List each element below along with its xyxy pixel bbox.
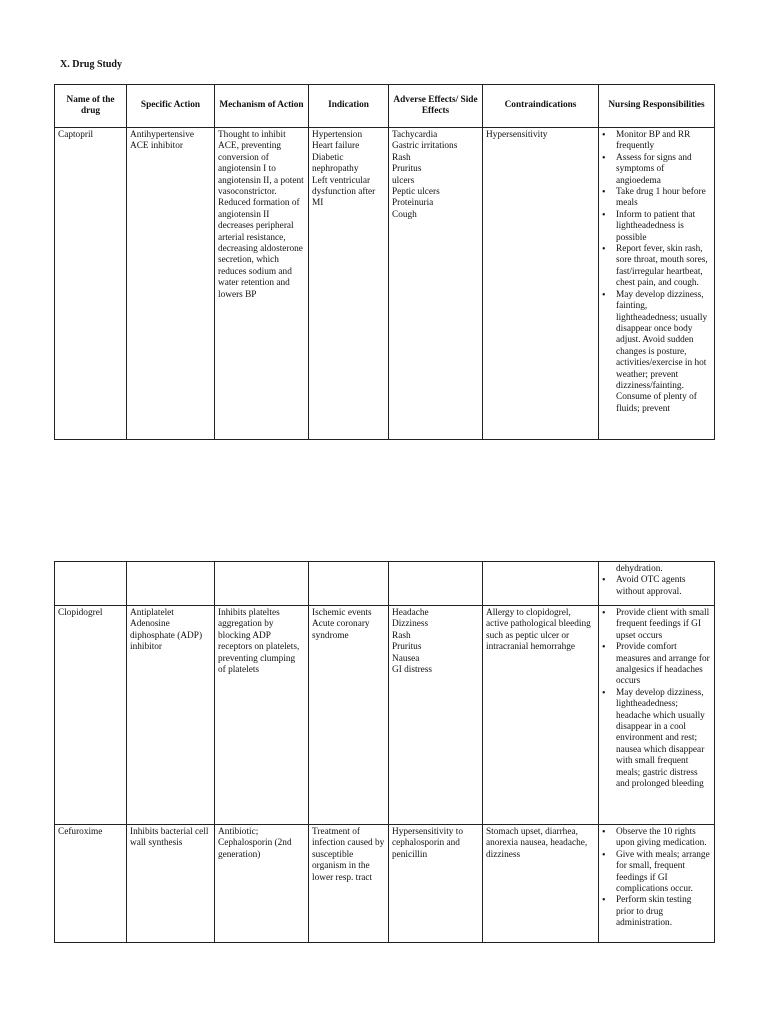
drug-name: Clopidogrel [55, 606, 127, 825]
indication-item: Heart failure [312, 141, 360, 152]
specific-action: Antiplatelet Adenosine diphosphate (ADP) inhibitor [127, 606, 215, 825]
nursing-responsibilities [599, 606, 715, 825]
nursing-list [602, 608, 711, 791]
nursing-item: • May develop dizziness, lightheadedness; headache which usually disappear in a cool environment and rest; nausea which disappear with small frequent meals; gastric distress and prolonged bleeding [602, 688, 711, 791]
nursing-responsibilities [599, 562, 715, 606]
table-row-captopril [55, 128, 715, 440]
mechanism: Inhibits plateltes aggregation by blocking ADP receptors on platelets, preventing clumping of platelets [215, 606, 309, 825]
indication [309, 606, 389, 825]
adverse-item: Headache [392, 608, 429, 618]
nursing-item: • Report fever, skin rash, sore throat, mouth sores, fast/irregular heartbeat, chest pain, and cough. [602, 244, 711, 290]
section-title: X. Drug Study [60, 59, 122, 70]
adverse-item: Proteinuria [392, 198, 434, 209]
empty-cell [55, 562, 127, 606]
adverse-item: Peptic ulcers [392, 187, 440, 198]
drug-name: Captopril [55, 128, 127, 440]
adverse-item: ulcers [392, 175, 415, 186]
adverse-item: Rash [392, 630, 411, 641]
adverse-item: Pruritus [392, 642, 422, 653]
adverse-item: Cough [392, 209, 417, 220]
adverse-item: Rash [392, 152, 411, 163]
adverse-item: Tachycardia [392, 130, 438, 140]
header-adverse-effects: Adverse Effects/ Side Effects [389, 85, 483, 128]
contraindications: Hypersensitivity [483, 128, 599, 440]
adverse-effects [389, 128, 483, 440]
nursing-list [602, 827, 711, 930]
drug-name: Cefuroxime [55, 825, 127, 943]
nursing-item: • May develop dizziness, fainting, lightheadedness; usually disappear once body adjust. Avoid sudden changes is posture, activities/exercise in hot weather; prevent dizziness/fainting. Consume of plenty of fluids; prevent [602, 290, 711, 415]
contraindications: Stomach upset, diarrhea, anorexia nausea, headache, dizziness [483, 825, 599, 943]
indication [309, 128, 389, 440]
adverse-effects [389, 606, 483, 825]
header-drug-name: Name of the drug [55, 85, 127, 128]
indication-item: Acute coronary syndrome [312, 619, 370, 641]
indication-item: Ischemic events [312, 608, 372, 618]
nursing-continued-text: dehydration. [616, 564, 663, 574]
specific-action: Antihypertensive ACE inhibitor [127, 128, 215, 440]
nursing-item: • Give with meals; arrange for small, frequent feedings if GI complications occur. [602, 850, 711, 896]
adverse-item: Gastric irritations [392, 141, 458, 152]
mechanism: Thought to inhibit ACE, preventing conversion of angiotensin I to angiotensin II, a potent vasoconstrictor. Reduced formation of angiotensin II decreases peripheral arterial resistance, decreasing aldosterone secretion, which reduces sodium and water retention and lowers BP [215, 128, 309, 440]
header-contraindications: Contraindications [483, 85, 599, 128]
nursing-responsibilities [599, 128, 715, 440]
empty-cell [483, 562, 599, 606]
nursing-item: • Assess for signs and symptoms of angioedema [602, 153, 711, 187]
header-row [55, 85, 715, 128]
nursing-item: • Provide client with small frequent feedings if GI upset occurs [602, 608, 711, 642]
table-row-cefuroxime [55, 825, 715, 943]
empty-cell [309, 562, 389, 606]
nursing-list [602, 130, 711, 415]
nursing-item: • Provide comfort measures and arrange for analgesics if headaches occurs [602, 642, 711, 688]
mechanism: Antibiotic; Cephalosporin (2nd generation) [215, 825, 309, 943]
nursing-list [602, 575, 711, 598]
drug-study-table-1 [54, 84, 715, 440]
nursing-item: • Monitor BP and RR frequently [602, 130, 711, 153]
nursing-item: • Inform to patient that lightheadedness is possible [602, 210, 711, 244]
indication-item: Left ventricular dysfunction after MI [312, 175, 376, 209]
drug-study-table-2 [54, 561, 715, 943]
header-mechanism: Mechanism of Action [215, 85, 309, 128]
nursing-responsibilities [599, 825, 715, 943]
indication: Treatment of infection caused by susceptible organism in the lower resp. tract [309, 825, 389, 943]
indication-item: Hypertension [312, 130, 363, 140]
nursing-item: • Perform skin testing prior to drug administration. [602, 895, 711, 929]
header-indication: Indication [309, 85, 389, 128]
adverse-item: Pruritus [392, 164, 422, 175]
header-nursing: Nursing Responsibilities [599, 85, 715, 128]
empty-cell [215, 562, 309, 606]
specific-action: Inhibits bacterial cell wall synthesis [127, 825, 215, 943]
table-row-continuation [55, 562, 715, 606]
adverse-item: Dizziness [392, 619, 429, 630]
header-specific-action: Specific Action [127, 85, 215, 128]
empty-cell [127, 562, 215, 606]
adverse-item: GI distress [392, 665, 433, 676]
nursing-item: • Take drug 1 hour before meals [602, 187, 711, 210]
table-row-clopidogrel [55, 606, 715, 825]
contraindications: Allergy to clopidogrel, active pathological bleeding such as peptic ulcer or intracranial hemorrahge [483, 606, 599, 825]
adverse-effects: Hypersensitivity to cephalosporin and penicillin [389, 825, 483, 943]
nursing-item: • Observe the 10 rights upon giving medication. [602, 827, 711, 850]
indication-item: Diabetic nephropathy [312, 152, 359, 175]
adverse-item: Nausea [392, 653, 420, 664]
nursing-item: • Avoid OTC agents without approval. [602, 575, 711, 598]
empty-cell [389, 562, 483, 606]
